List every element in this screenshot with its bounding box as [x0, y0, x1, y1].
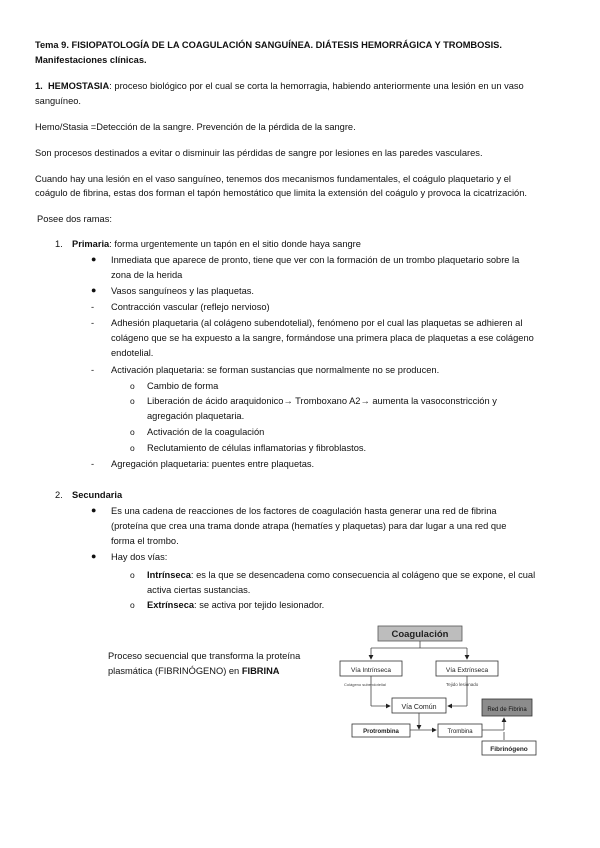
secundaria-bullet1-line3: forma el trombo.	[111, 536, 179, 546]
hemo-stasia-paragraph: Hemo/Stasia =Detección de la sangre. Prevención de la pérdida de la sangre.	[35, 122, 356, 132]
secundaria-bullet1-line2: (proteína que crea una trama donde atrapa (hematíes y plaquetas) para dar lugar a una red que	[111, 521, 507, 531]
primaria-sub2-line2: agregación plaquetaria.	[147, 411, 245, 421]
primaria-bullet1-line2: zona de la herida	[111, 270, 183, 280]
cuando-paragraph-line2: coágulo de fibrina, estas dos forman el tapón hemostático que limita la extensión del coágulo y provoca la cicatrización.	[35, 188, 527, 198]
primaria-dash2-line1: Adhesión plaquetaria (al colágeno subendotelial), fenómeno por el cual las plaquetas se adhieren al	[111, 318, 523, 328]
doc-title-line1: Tema 9. FISIOPATOLOGÍA DE LA COAGULACIÓN SANGUÍNEA. DIÁTESIS HEMORRÁGICA Y TROMBOSIS.	[35, 40, 502, 50]
primaria-heading: Primaria: forma urgentemente un tapón en el sitio donde haya sangre	[72, 239, 361, 249]
primaria-dash1: Contracción vascular (reflejo nervioso)	[111, 302, 270, 312]
secundaria-intrinseca-line2: activa ciertas sustancias.	[147, 585, 251, 595]
primaria-bullet2: Vasos sanguíneos y las plaquetas.	[111, 286, 254, 296]
secundaria-intrinseca-line1: Intrínseca: es la que se desencadena como consecuencia al colágeno que se expone, el cual	[147, 570, 536, 580]
via-extrinseca-label: Vía Extrínseca	[445, 667, 489, 674]
proceso-line2: plasmática (FIBRINÓGENO) en FIBRINA	[108, 666, 280, 676]
primaria-bullet1-line1: Inmediata que aparece de pronto, tiene que ver con la formación de un trombo plaquetario sobre la	[111, 255, 520, 265]
primaria-number: 1.	[55, 239, 63, 249]
note-extrinseca: Tejido lesionado	[446, 682, 479, 687]
circle-bullet-icon: o	[130, 381, 135, 391]
diagram-title: Coagulación	[391, 629, 449, 640]
via-comun-label: Vía Común	[401, 704, 437, 711]
dash-icon: -	[91, 459, 95, 469]
hemostasia-definition-cont: sanguíneo.	[35, 96, 82, 106]
circle-bullet-icon: o	[130, 443, 135, 453]
coagulation-diagram	[338, 624, 538, 758]
secundaria-heading: Secundaria	[72, 490, 123, 500]
dash-icon: -	[91, 302, 95, 312]
primaria-dash2-line2: colágeno que se ha expuesto a la sangre, formándose una primera placa de plaquetas a ese colágeno	[111, 333, 534, 343]
primaria-dash3: Activación plaquetaria: se forman sustancias que normalmente no se producen.	[111, 365, 440, 375]
dash-icon: -	[91, 365, 95, 375]
ramas-paragraph: Posee dos ramas:	[37, 214, 112, 224]
secundaria-bullet2: Hay dos vías:	[111, 552, 168, 562]
bullet-icon: ●	[91, 285, 97, 295]
dash-icon: -	[91, 318, 95, 328]
cuando-paragraph-line1: Cuando hay una lesión en el vaso sanguíneo, tenemos dos mecanismos fundamentales, el coágulo plaquetario y el	[35, 174, 511, 184]
procesos-paragraph: Son procesos destinados a evitar o disminuir las pérdidas de sangre por lesiones en las paredes vasculares.	[35, 148, 483, 158]
secundaria-extrinseca: Extrínseca: se activa por tejido lesionador.	[147, 600, 325, 610]
doc-title-line2: Manifestaciones clínicas.	[35, 55, 147, 65]
proceso-line1: Proceso secuencial que transforma la proteína	[108, 651, 301, 661]
hemostasia-definition: 1. HEMOSTASIA: proceso biológico por el cual se corta la hemorragia, habiendo anteriormente una lesión en un vaso	[35, 81, 524, 91]
bullet-icon: ●	[91, 551, 97, 561]
circle-bullet-icon: o	[130, 600, 135, 610]
red-fibrina-label: Red de Fibrina	[487, 707, 527, 713]
trombina-label: Trombina	[447, 729, 473, 735]
primaria-dash2-line3: endotelial.	[111, 348, 154, 358]
protrombina-label: Protrombina	[363, 729, 399, 735]
fibrinogeno-label: Fibrinógeno	[490, 746, 528, 753]
secundaria-bullet1-line1: Es una cadena de reacciones de los factores de coagulación hasta generar una red de fibrina	[111, 506, 497, 516]
primaria-sub3: Activación de la coagulación	[147, 427, 265, 437]
primaria-dash4: Agregación plaquetaria: puentes entre plaquetas.	[111, 459, 315, 469]
bullet-icon: ●	[91, 254, 97, 264]
note-intrinseca: Colágeno subendotelial	[344, 682, 386, 687]
primaria-sub2-line1: Liberación de ácido araquidonico→ Tromboxano A2→ aumenta la vasoconstricción y	[147, 396, 497, 406]
bullet-icon: ●	[91, 505, 97, 515]
primaria-sub4: Reclutamiento de células inflamatorias y fibroblastos.	[147, 443, 367, 453]
via-intrinseca-label: Vía Intrínseca	[350, 667, 392, 674]
circle-bullet-icon: o	[130, 427, 135, 437]
secundaria-number: 2.	[55, 490, 63, 500]
circle-bullet-icon: o	[130, 396, 135, 406]
circle-bullet-icon: o	[130, 570, 135, 580]
primaria-sub1: Cambio de forma	[147, 381, 219, 391]
